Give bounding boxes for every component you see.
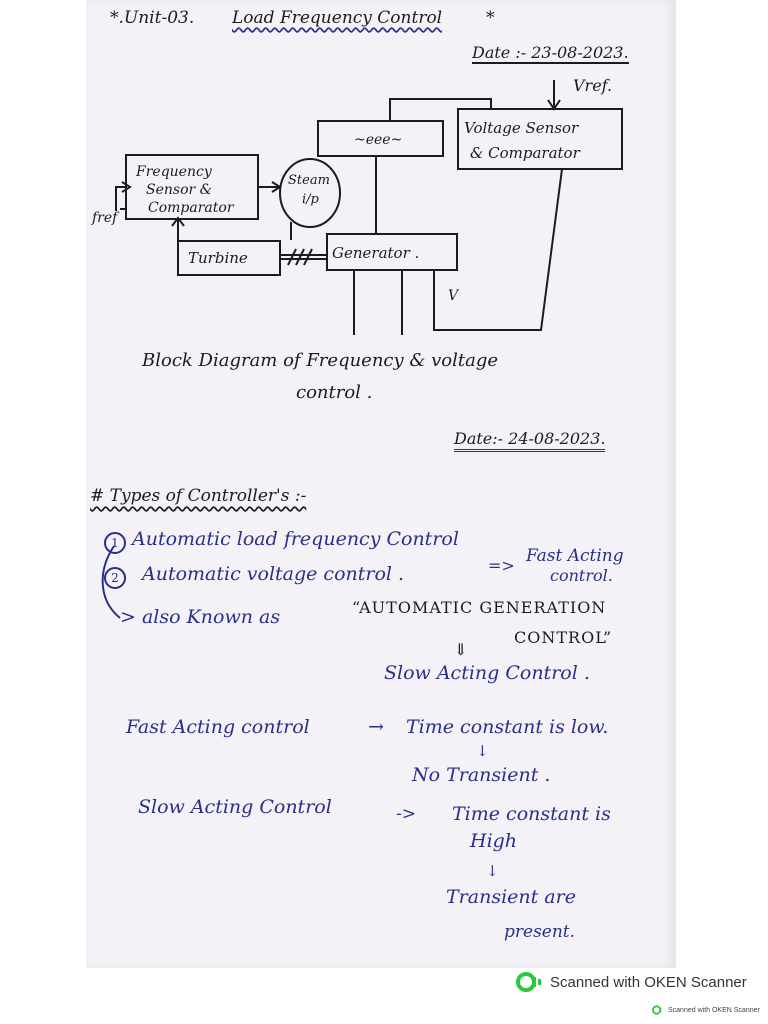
- voltage-feedback-line: [434, 169, 562, 330]
- freq-sensor-label-1: Frequency: [136, 164, 212, 180]
- generator-label: Generator .: [332, 244, 420, 262]
- freq-sensor-label-3: Comparator: [148, 200, 234, 216]
- oken-logo-icon: [516, 972, 542, 992]
- fast-acting-row-arrow: →: [368, 716, 384, 738]
- turbine-label: Turbine: [188, 249, 248, 267]
- shaft-hatch-3: [304, 249, 312, 265]
- slow-acting-row-result-2: High: [470, 830, 518, 852]
- fast-acting-row-label: Fast Acting control: [126, 716, 310, 738]
- slow-acting-label: Slow Acting Control .: [384, 662, 590, 684]
- item-1-number: 1: [104, 532, 126, 554]
- shaft-hatch-1: [288, 249, 296, 265]
- item-2-arrow: =>: [488, 556, 515, 575]
- oken-logo-small-icon: [652, 1005, 664, 1015]
- scanner-watermark: [516, 972, 747, 992]
- vref-label: Vref.: [573, 76, 613, 95]
- diagram-caption-line2: control .: [296, 382, 373, 403]
- item-2-number: 2: [104, 567, 126, 589]
- voltage-sensor-label-1: Voltage Sensor: [464, 119, 579, 137]
- also-known-as: > also Known as: [120, 606, 281, 628]
- page-title: Load Frequency Control: [232, 8, 443, 28]
- slow-acting-effect-1: Transient are: [446, 886, 576, 908]
- slow-acting-row-arrow: ->: [396, 804, 416, 824]
- slow-acting-row-label: Slow Acting Control: [138, 796, 332, 818]
- title-star: *: [486, 8, 495, 28]
- notebook-page: [86, 0, 676, 968]
- fast-acting-label-2: control.: [550, 566, 613, 585]
- scanner-watermark-small: [652, 1005, 760, 1015]
- slow-acting-effect-2: present.: [504, 922, 576, 942]
- diagram-caption-line1: Block Diagram of Frequency & voltage: [142, 350, 499, 371]
- freq-sensor-label-2: Sensor &: [146, 182, 213, 198]
- fast-acting-effect: No Transient .: [412, 764, 551, 786]
- v-label: V: [448, 288, 459, 304]
- fast-acting-label-1: Fast Acting: [526, 546, 624, 566]
- date-2: Date:- 24-08-2023.: [454, 429, 605, 452]
- slow-acting-down-arrow: ↓: [486, 862, 499, 880]
- date-1: Date :- 23-08-2023.: [472, 43, 629, 62]
- agc-line-2: CONTROL”: [514, 628, 613, 647]
- fref-label: fref: [92, 210, 118, 226]
- unit-label: *.Unit-03.: [110, 8, 195, 28]
- scanner-text: Scanned with OKEN Scanner: [550, 973, 747, 991]
- steam-label-1: Steam: [288, 173, 330, 188]
- section-heading: # Types of Controller's :-: [90, 486, 307, 506]
- slow-acting-row-result-1: Time constant is: [452, 803, 611, 825]
- fast-acting-down-arrow: ↓: [476, 742, 489, 760]
- fast-acting-row-result: Time constant is low.: [406, 716, 609, 738]
- coil-symbol: ~eee~: [354, 132, 403, 148]
- item-2-text: Automatic voltage control .: [142, 563, 405, 585]
- steam-label-2: i/p: [302, 192, 319, 207]
- agc-line-1: “AUTOMATIC GENERATION: [352, 598, 607, 617]
- block-diagram: [86, 0, 676, 340]
- voltage-sensor-label-2: & Comparator: [470, 144, 580, 162]
- scanner-text-small: Scanned with OKEN Scanner: [668, 1006, 760, 1014]
- item-1-text: Automatic load frequency Control: [132, 528, 459, 550]
- shaft-hatch-2: [296, 249, 304, 265]
- agc-down-arrow: ⇓: [454, 640, 468, 659]
